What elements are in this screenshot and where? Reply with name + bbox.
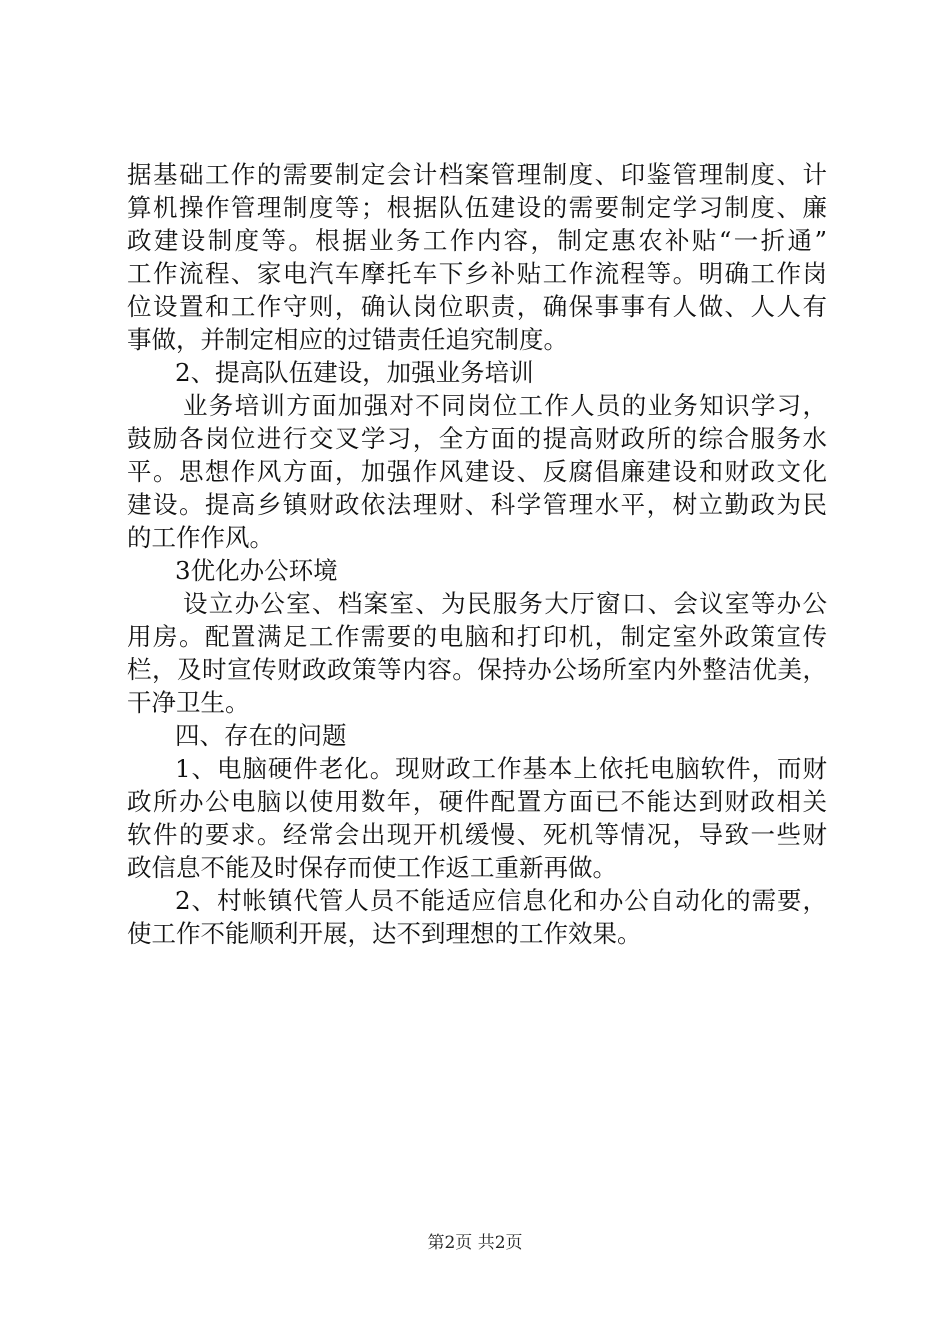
section-heading: 2、提高队伍建设，加强业务培训 xyxy=(175,358,534,387)
text-line: 的工作作风。 xyxy=(127,523,274,552)
text-line: 用房。配置满足工作需要的电脑和打印机，制定室外政策宣传 xyxy=(127,622,827,651)
text-line: 鼓励各岗位进行交叉学习，全方面的提高财政所的综合服务水 xyxy=(127,424,827,453)
text-line: 算机操作管理制度等；根据队伍建设的需要制定学习制度、廉 xyxy=(127,193,827,222)
text-line: 栏，及时宣传财政政策等内容。保持办公场所室内外整洁优美， xyxy=(127,655,827,684)
text-line: 业务培训方面加强对不同岗位工作人员的业务知识学习， xyxy=(183,391,827,420)
text-line: 2、村帐镇代管人员不能适应信息化和办公自动化的需要， xyxy=(175,886,827,915)
text-line: 政所办公电脑以使用数年，硬件配置方面已不能达到财政相关 xyxy=(127,787,827,816)
text-line: 事做，并制定相应的过错责任追究制度。 xyxy=(127,325,568,354)
text-line: 建设。提高乡镇财政依法理财、科学管理水平，树立勤政为民 xyxy=(127,490,827,519)
text-line: 平。思想作风方面，加强作风建设、反腐倡廉建设和财政文化 xyxy=(127,457,827,486)
text-line: 1、电脑硬件老化。现财政工作基本上依托电脑软件，而财 xyxy=(175,754,827,783)
text-line: 设立办公室、档案室、为民服务大厅窗口、会议室等办公 xyxy=(183,589,827,618)
text-line: 政建设制度等。根据业务工作内容，制定惠农补贴“一折通” xyxy=(127,226,827,255)
section-heading: 3优化办公环境 xyxy=(175,556,338,585)
text-line: 工作流程、家电汽车摩托车下乡补贴工作流程等。明确工作岗 xyxy=(127,259,827,288)
page-footer: 第2页 共2页 xyxy=(427,1233,523,1253)
section-heading: 四、存在的问题 xyxy=(175,721,347,750)
body-text xyxy=(127,158,827,950)
text-line: 软件的要求。经常会出现开机缓慢、死机等情况，导致一些财 xyxy=(127,820,827,849)
text-line: 位设置和工作守则，确认岗位职责，确保事事有人做、人人有 xyxy=(127,292,827,321)
text-line: 干净卫生。 xyxy=(127,688,250,717)
text-line: 据基础工作的需要制定会计档案管理制度、印鉴管理制度、计 xyxy=(127,160,827,189)
text-line: 政信息不能及时保存而使工作返工重新再做。 xyxy=(127,853,617,882)
text-line: 使工作不能顺利开展，达不到理想的工作效果。 xyxy=(127,919,642,948)
